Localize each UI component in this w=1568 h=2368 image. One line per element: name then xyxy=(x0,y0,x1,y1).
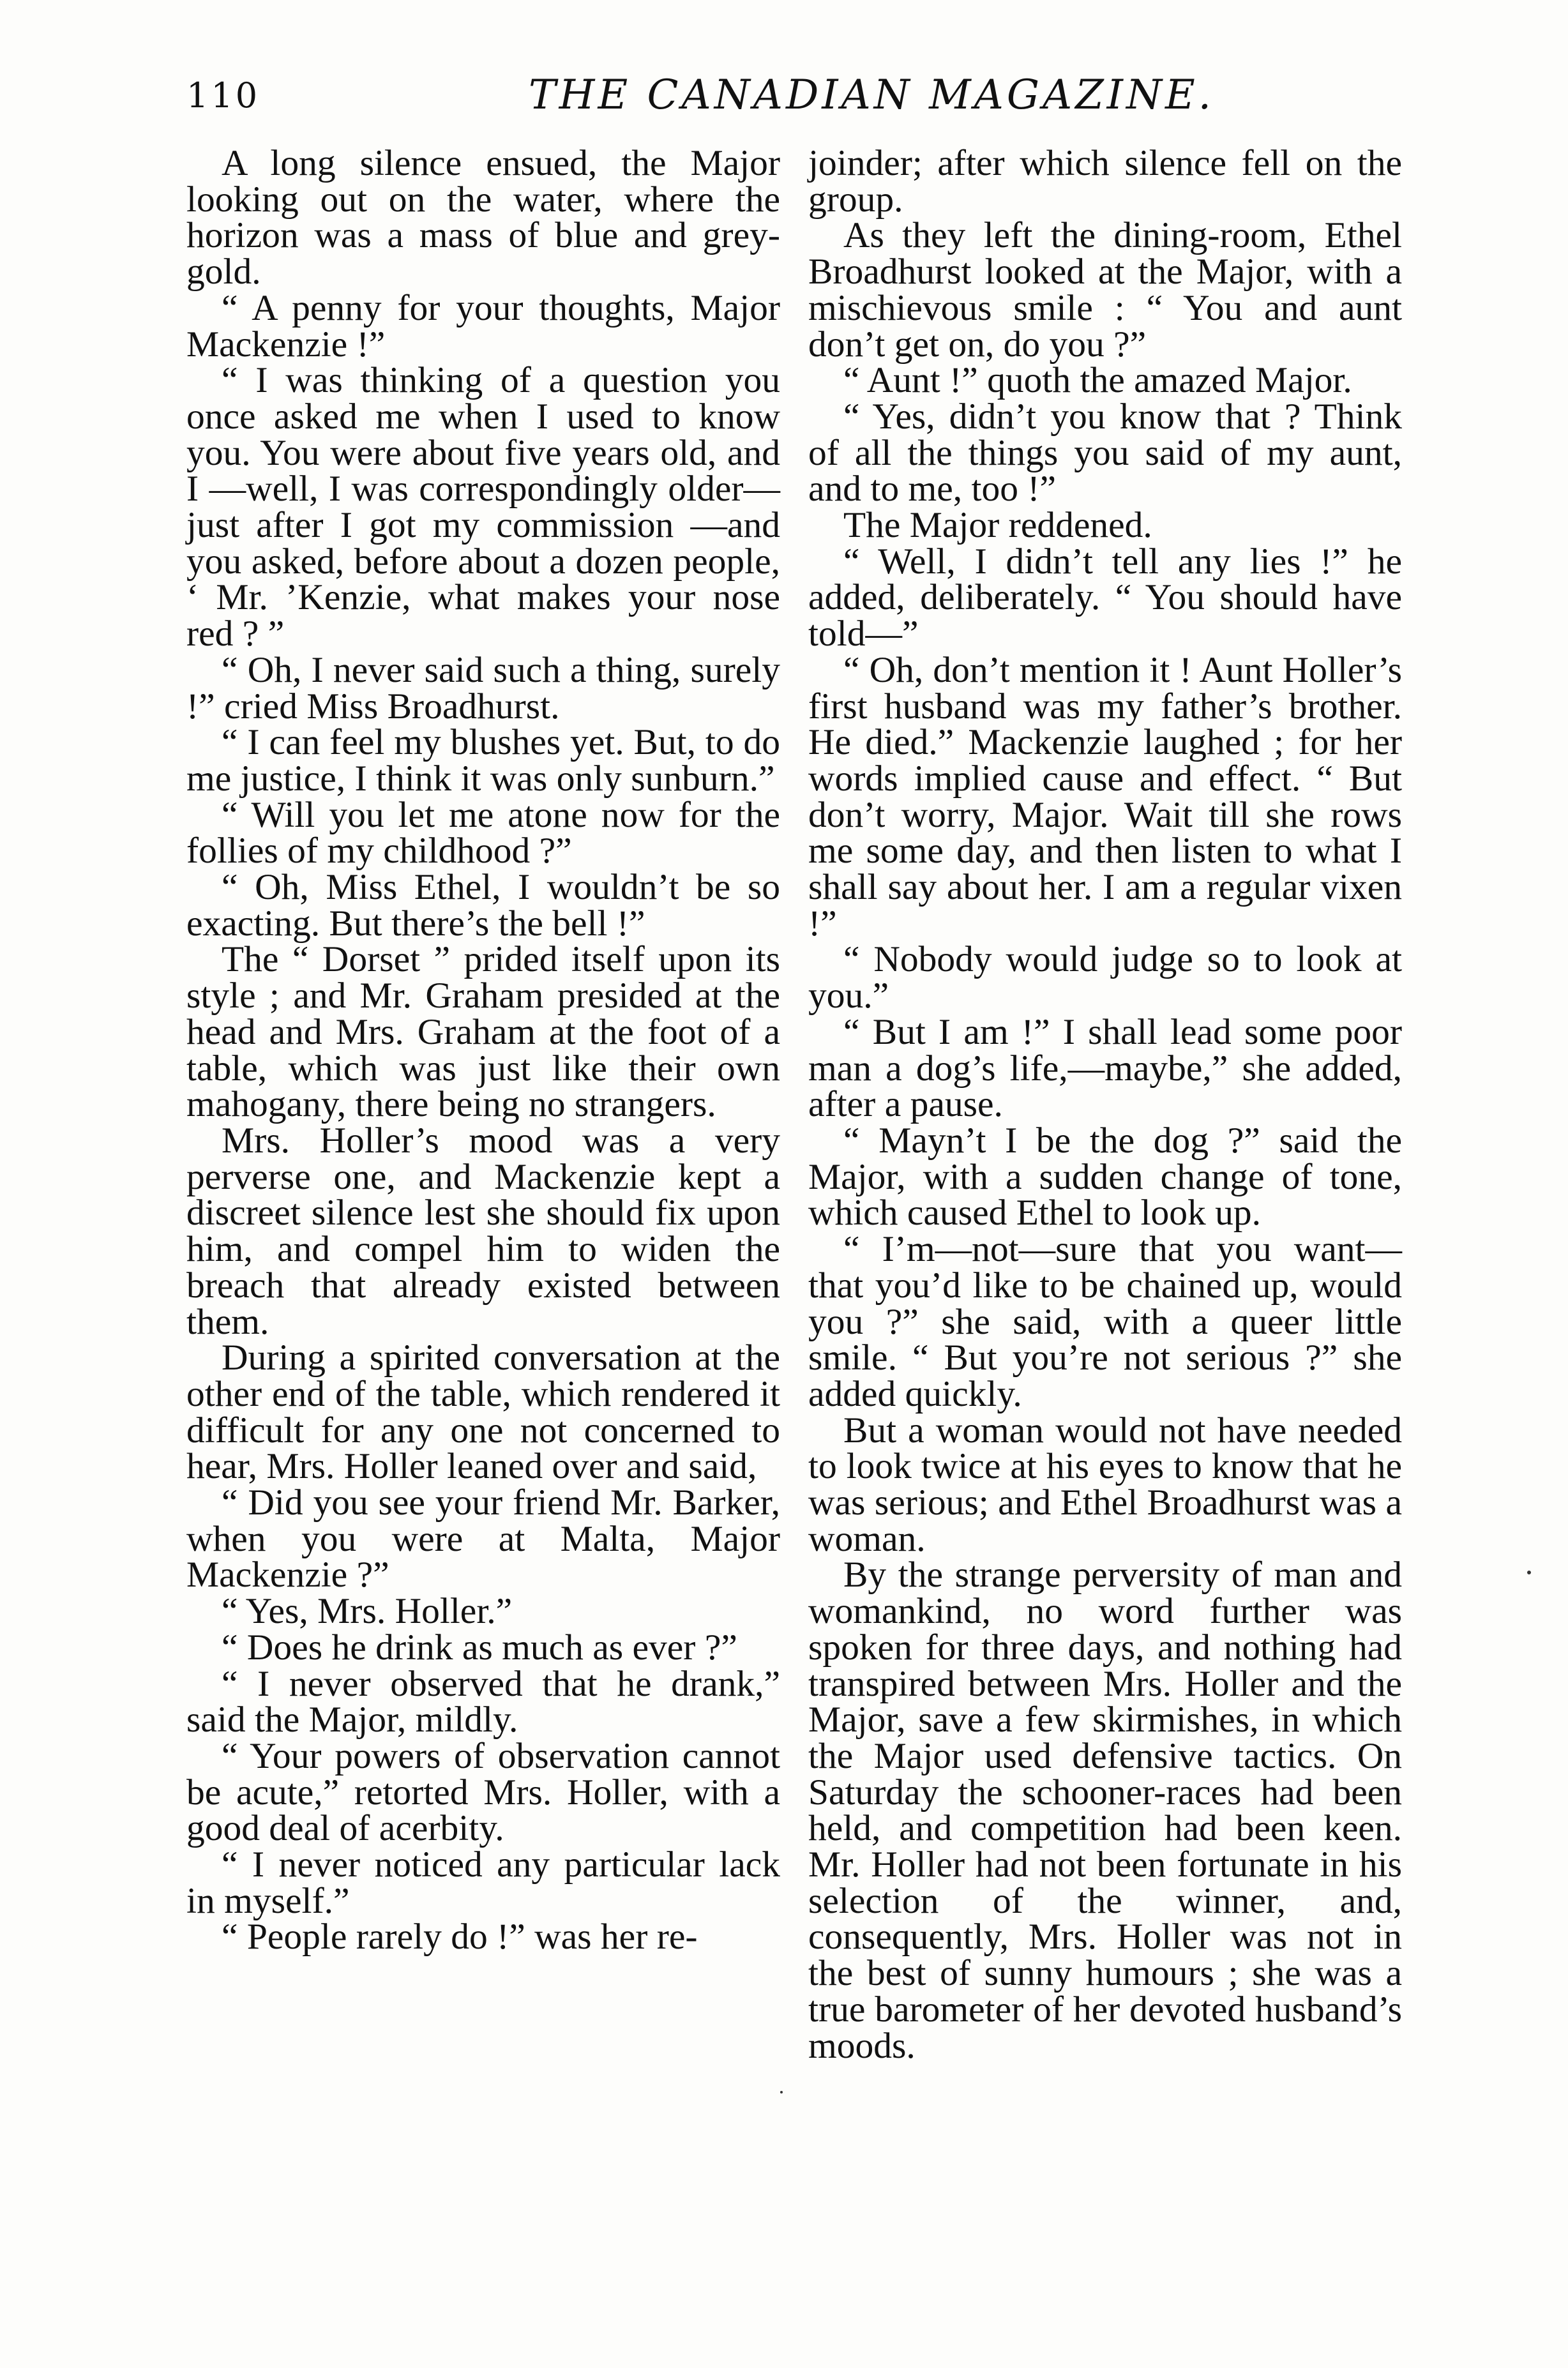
paragraph: A long silence ensued, the Major looking out on the water, where the horizon was a mass of blue and grey-gold. xyxy=(186,143,780,292)
left-column xyxy=(186,143,780,1957)
paragraph: “ Did you see your friend Mr. Barker, when you were at Malta, Major Mackenzie ?” xyxy=(186,1482,780,1595)
paragraph: “ I can feel my blushes yet. But, to do me justice, I think it was only sunburn.” xyxy=(186,722,780,799)
paragraph: “ People rarely do !” was her re- xyxy=(222,1917,698,1957)
paragraph: Mrs. Holler’s mood was a very perverse one, and Mackenzie kept a discreet silence lest she should fix upon him, and compel him to widen the breach that already existed between them. xyxy=(186,1120,780,1342)
paragraph: During a spirited conversation at the other end of the table, which rendered it difficult for any one not concerned to hear, Mrs. Holler leaned over and said, xyxy=(186,1338,780,1487)
paragraph: “ Yes, didn’t you know that ? Think of all the things you said of my aunt, and to me, too !” xyxy=(808,396,1402,509)
paragraph: “ But I am !” I shall lead some poor man a dog’s life,—maybe,” she added, after a pause. xyxy=(808,1011,1402,1125)
paragraph: “ Oh, Miss Ethel, I wouldn’t be so exacting. But there’s the bell !” xyxy=(186,867,780,944)
ink-speck xyxy=(780,2091,783,2093)
paragraph: “ Oh, don’t mention it ! Aunt Holler’s first husband was my father’s brother. He died.” Mackenzie laughed ; for her words implied cause and effect. “ But don’t worry, Major. Wait till she rows me some day, and then listen to what I shall say about her. I am a regular vixen !” xyxy=(808,649,1402,944)
paragraph: “ A penny for your thoughts, Major Mackenzie !” xyxy=(186,287,780,365)
page-number: 110 xyxy=(186,75,260,116)
paragraph: “ Aunt !” quoth the amazed Major. xyxy=(843,360,1352,401)
paragraph: “ Does he drink as much as ever ?” xyxy=(222,1627,737,1668)
paragraph: “ I never noticed any particular lack in myself.” xyxy=(186,1844,780,1921)
paragraph: “ Oh, I never said such a thing, surely !” cried Miss Broadhurst. xyxy=(186,649,780,727)
paragraph: By the strange perversity of man and womankind, no word further was spoken for three days, and nothing had transpired between Mrs. Holler and the Major, save a few skirmishes, in which the Major used defensive tactics. On Saturday the schooner-races had been held, and competition had been keen. Mr. Holler had not been fortunate in his selection of the winner, and, consequently, Mrs. Holler was not in the best of sunny humours ; she was a true barometer of her devoted husband’s moods. xyxy=(808,1555,1402,2066)
paragraph: “ I was thinking of a question you once asked me when I used to know you. You were about five years old, and I —well, I was correspondingly older—just after I got my commission —and you asked, before about a dozen people, ‘ Mr. ’Kenzie, what makes your nose red ? ” xyxy=(186,360,780,654)
paragraph: The Major reddened. xyxy=(843,505,1152,546)
paragraph-continued: joinder; after which silence fell on the group. xyxy=(808,143,1402,220)
paragraph: As they left the dining-room, Ethel Broadhurst looked at the Major, with a mischievous smile : “ You and aunt don’t get on, do you ?” xyxy=(808,215,1402,365)
right-column xyxy=(808,143,1402,2066)
paragraph: “ Your powers of observation cannot be acute,” retorted Mrs. Holler, with a good deal of acerbity. xyxy=(186,1735,780,1849)
paragraph: “ Yes, Mrs. Holler.” xyxy=(222,1591,513,1632)
paragraph: “ I’m—not—sure that you want— that you’d like to be chained up, would you ?” she said, with a queer little smile. “ But you’re not serious ?” she added quickly. xyxy=(808,1229,1402,1414)
paragraph: But a woman would not have needed to look twice at his eyes to know that he was serious; and Ethel Broadhurst was a woman. xyxy=(808,1410,1402,1559)
paragraph: “ Will you let me atone now for the follies of my childhood ?” xyxy=(186,794,780,871)
paragraph: “ Mayn’t I be the dog ?” said the Major, with a sudden change of tone, which caused Ethel to look up. xyxy=(808,1120,1402,1233)
paragraph: The “ Dorset ” prided itself upon its style ; and Mr. Graham presided at the head and Mrs. Graham at the foot of a table, which was just like their own mahogany, there being no strangers. xyxy=(186,939,780,1125)
paragraph: “ Well, I didn’t tell any lies !” he added, deliberately. “ You should have told—” xyxy=(808,541,1402,654)
running-title: THE CANADIAN MAGAZINE. xyxy=(528,72,1215,119)
paragraph: “ Nobody would judge so to look at you.” xyxy=(808,939,1402,1016)
ink-speck xyxy=(1527,1571,1531,1574)
paragraph: “ I never observed that he drank,” said the Major, mildly. xyxy=(186,1663,780,1740)
